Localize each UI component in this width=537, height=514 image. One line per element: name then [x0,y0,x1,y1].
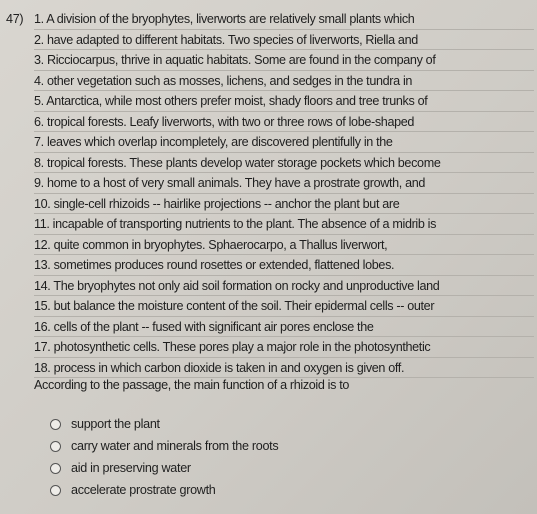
passage [34,9,534,378]
passage-line: 5. Antarctica, while most others prefer moist, shady floors and tree trunks of [34,91,534,112]
answer-option[interactable] [50,413,278,435]
passage-line: 7. leaves which overlap incompletely, are discovered plentifully in the [34,132,534,153]
passage-line: 4. other vegetation such as mosses, lichens, and sedges in the tundra in [34,71,534,92]
passage-line: 16. cells of the plant -- fused with significant air pores enclose the [34,317,534,338]
radio-button-icon[interactable] [50,485,61,496]
answer-option[interactable] [50,479,278,501]
passage-line: 12. quite common in bryophytes. Sphaerocarpo, a Thallus liverwort, [34,235,534,256]
passage-line: 10. single-cell rhizoids -- hairlike projections -- anchor the plant but are [34,194,534,215]
passage-line: 18. process in which carbon dioxide is taken in and oxygen is given off. [34,358,534,379]
passage-line: 8. tropical forests. These plants develop water storage pockets which become [34,153,534,174]
answer-options [50,413,278,501]
answer-option-label: accelerate prostrate growth [71,483,216,497]
passage-line: 2. have adapted to different habitats. Two species of liverworts, Riella and [34,30,534,51]
answer-option-label: support the plant [71,417,160,431]
radio-button-icon[interactable] [50,419,61,430]
passage-line: 1. A division of the bryophytes, liverworts are relatively small plants which [34,9,534,30]
answer-option-label: aid in preserving water [71,461,191,475]
answer-option-label: carry water and minerals from the roots [71,439,279,453]
answer-option[interactable] [50,457,278,479]
answer-option[interactable] [50,435,278,457]
radio-button-icon[interactable] [50,463,61,474]
radio-button-icon[interactable] [50,441,61,452]
passage-line: 6. tropical forests. Leafy liverworts, with two or three rows of lobe-shaped [34,112,534,133]
passage-line: 9. home to a host of very small animals. They have a prostrate growth, and [34,173,534,194]
question-number: 47) [6,12,24,26]
passage-line: 14. The bryophytes not only aid soil formation on rocky and unproductive land [34,276,534,297]
passage-line: 11. incapable of transporting nutrients to the plant. The absence of a midrib is [34,214,534,235]
question-prompt: According to the passage, the main function of a rhizoid is to [34,378,350,392]
passage-line: 13. sometimes produces round rosettes or extended, flattened lobes. [34,255,534,276]
passage-line: 15. but balance the moisture content of the soil. Their epidermal cells -- outer [34,296,534,317]
passage-line: 17. photosynthetic cells. These pores play a major role in the photosynthetic [34,337,534,358]
passage-line: 3. Ricciocarpus, thrive in aquatic habitats. Some are found in the company of [34,50,534,71]
